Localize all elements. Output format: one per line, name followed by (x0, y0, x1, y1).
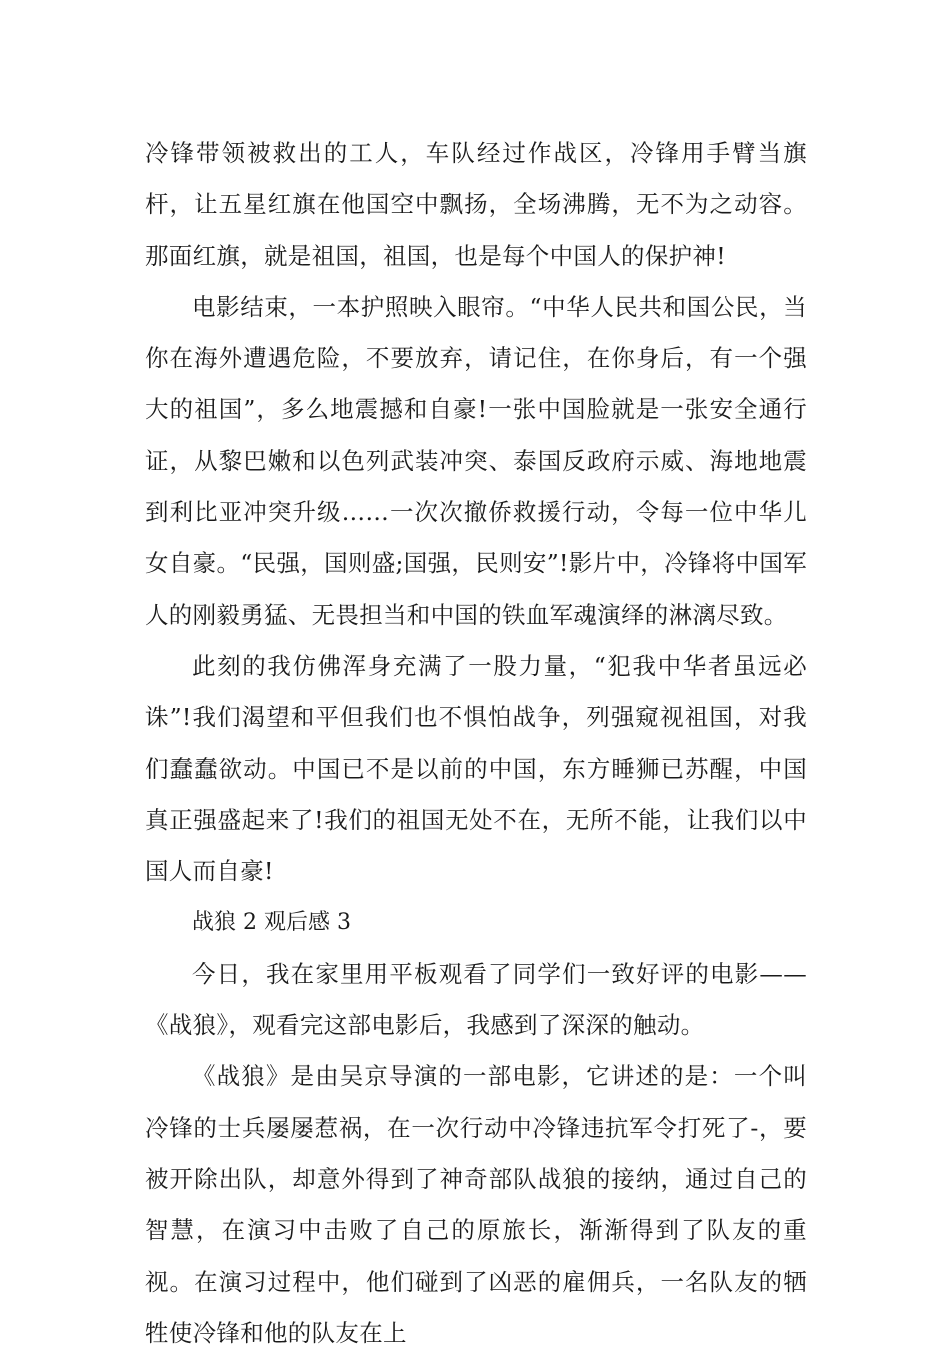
paragraph-2: 电影结束，一本护照映入眼帘。“中华人民共和国公民，当你在海外遭遇危险，不要放弃，请记住，在你身后，有一个强大的祖国”，多么地震撼和自豪!一张中国脸就是一张安全通行证，从黎巴嫩和以色列武装冲突、泰国反政府示威、海地地震到利比亚冲突升级……一次次撤侨救援行动，令每一位中华儿女自豪。“民强，国则盛;国强，民则安”!影片中，冷锋将中国军人的刚毅勇猛、无畏担当和中国的铁血军魂演绎的淋漓尽致。 (145, 292, 807, 629)
paragraph-5: 《战狼》是由吴京导演的一部电影，它讲述的是：一个叫冷锋的士兵屡屡惹祸，在一次行动中冷锋违抗军令打死了-，要被开除出队，却意外得到了神奇部队战狼的接纳，通过自己的智慧，在演习中击败了自己的原旅长，渐渐得到了队友的重视。在演习过程中，他们碰到了凶恶的雇佣兵，一名队友的牺牲使冷锋和他的队友在上 (145, 1062, 807, 1347)
paragraph-1: 冷锋带领被救出的工人，车队经过作战区，冷锋用手臂当旗杆，让五星红旗在他国空中飘扬，全场沸腾，无不为之动容。那面红旗，就是祖国，祖国，也是每个中国人的保护神! (145, 139, 807, 270)
paragraph-3: 此刻的我仿佛浑身充满了一股力量，“犯我中华者虽远必诛”!我们渴望和平但我们也不惧怕战争，列强窥视祖国，对我们蠢蠢欲动。中国已不是以前的中国，东方睡狮已苏醒，中国真正强盛起来了!我们的祖国无处不在，无所不能，让我们以中国人而自豪! (145, 651, 807, 886)
section-heading: 战狼 2 观后感 3 (192, 910, 351, 936)
document-body (145, 128, 807, 1359)
paragraph-4: 今日，我在家里用平板观看了同学们一致好评的电影——《战狼》，观看完这部电影后，我感到了深深的触动。 (145, 959, 807, 1040)
